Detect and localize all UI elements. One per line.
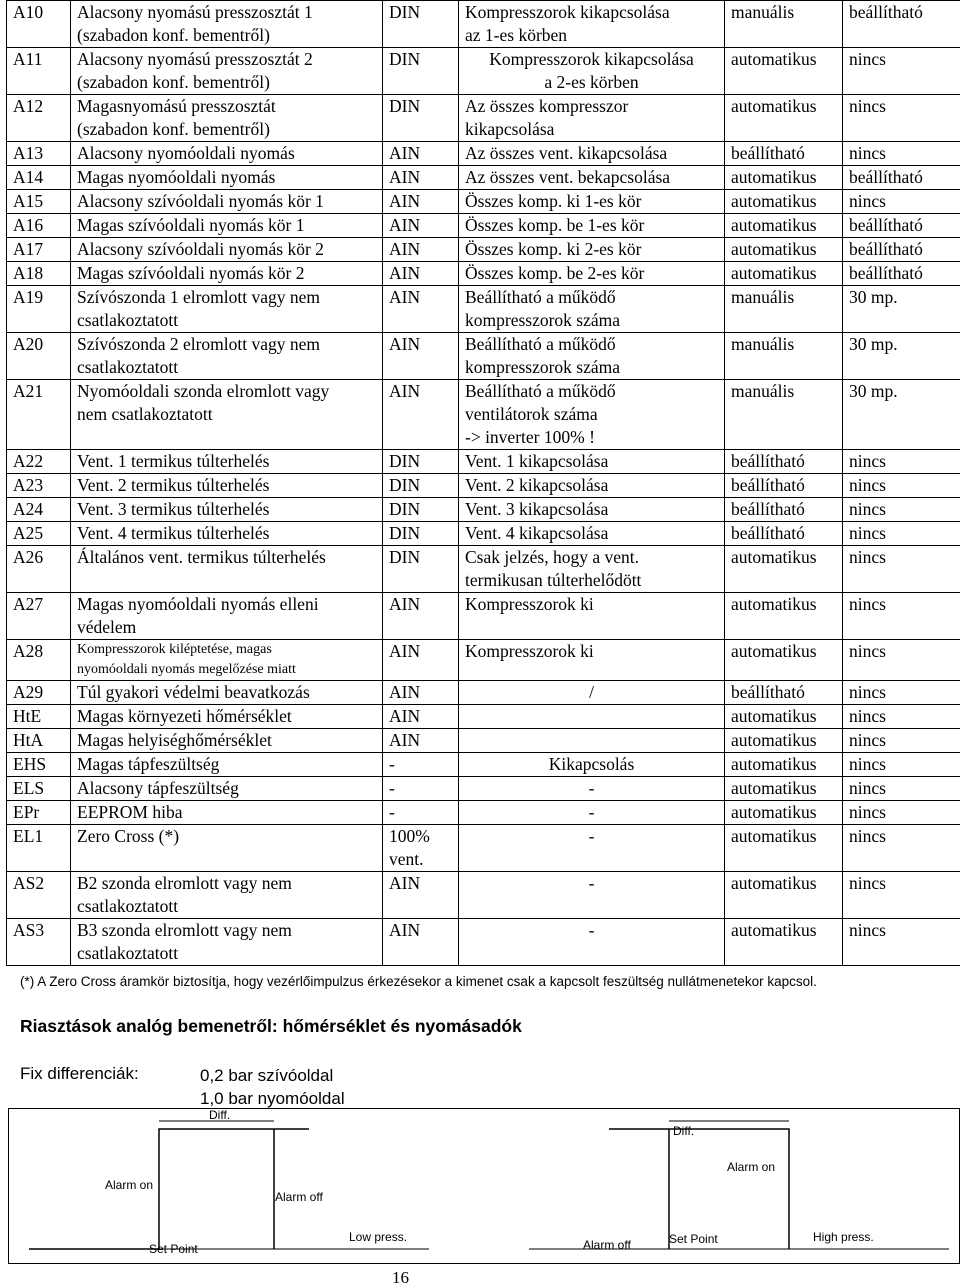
delay-cell: nincs <box>843 190 960 214</box>
description-line: védelem <box>77 617 137 637</box>
delay-cell: nincs <box>843 522 960 546</box>
input-type-cell: - <box>383 777 459 801</box>
description-line: Zero Cross (*) <box>77 826 180 846</box>
section-title: Riasztások analóg bemenetről: hőmérséklet és nyomásadók <box>20 1016 522 1036</box>
alarm-description-cell <box>71 95 383 142</box>
input-type-cell: AIN <box>383 238 459 262</box>
table-row <box>7 450 960 474</box>
description-line: Szívószonda 2 elromlott vagy nem <box>77 334 321 354</box>
description-line: Magas nyomóoldali nyomás <box>77 167 276 187</box>
description-line: Alacsony nyomású presszosztát 2 <box>77 49 313 69</box>
table-row <box>7 238 960 262</box>
delay-cell: nincs <box>843 872 960 919</box>
delay-cell: nincs <box>843 142 960 166</box>
input-type-cell: AIN <box>383 681 459 705</box>
high-diff-label: Diff. <box>673 1124 695 1138</box>
description-line: EEPROM hiba <box>77 802 183 822</box>
description-line: (szabadon konf. bementről) <box>77 72 270 92</box>
action-cell <box>459 450 725 474</box>
alarm-description-cell <box>71 48 383 95</box>
alarm-code-cell: A16 <box>7 214 71 238</box>
description-line: csatlakoztatott <box>77 896 179 916</box>
reset-cell: automatikus <box>725 872 843 919</box>
description-line: csatlakoztatott <box>77 357 179 377</box>
description-line: Alacsony szívóoldali nyomás kör 1 <box>77 191 324 211</box>
high-set-point-label: Set Point <box>669 1232 718 1246</box>
table-row <box>7 333 960 380</box>
action-line: Összes komp. ki 2-es kör <box>465 239 642 259</box>
action-line: kikapcsolása <box>465 119 555 139</box>
alarm-code-cell: EPr <box>7 801 71 825</box>
action-cell <box>459 190 725 214</box>
delay-cell: nincs <box>843 95 960 142</box>
high-alarm-on-label: Alarm on <box>727 1160 776 1174</box>
delay-cell: beállítható <box>843 214 960 238</box>
action-line: Vent. 3 kikapcsolása <box>465 499 609 519</box>
reset-cell: automatikus <box>725 753 843 777</box>
table-row <box>7 380 960 450</box>
input-type-cell: AIN <box>383 142 459 166</box>
table-row <box>7 729 960 753</box>
action-line: Összes komp. be 2-es kör <box>465 263 645 283</box>
table-row <box>7 286 960 333</box>
reset-cell: beállítható <box>725 681 843 705</box>
alarm-code-cell: A18 <box>7 262 71 286</box>
delay-cell: nincs <box>843 753 960 777</box>
delay-cell: 30 mp. <box>843 286 960 333</box>
action-cell <box>459 286 725 333</box>
alarm-code-cell: A12 <box>7 95 71 142</box>
table-row <box>7 474 960 498</box>
alarm-description-cell <box>71 498 383 522</box>
table-row <box>7 919 960 966</box>
action-cell <box>459 777 725 801</box>
table-row <box>7 753 960 777</box>
description-line: nem csatlakoztatott <box>77 404 213 424</box>
description-line: (szabadon konf. bementről) <box>77 25 270 45</box>
fix-diff-suction: 0,2 bar szívóoldal <box>200 1066 334 1085</box>
table-row <box>7 262 960 286</box>
alarm-description-cell <box>71 640 383 681</box>
alarm-code-cell: A20 <box>7 333 71 380</box>
delay-cell: nincs <box>843 777 960 801</box>
delay-cell: nincs <box>843 474 960 498</box>
table-row <box>7 142 960 166</box>
alarm-description-cell <box>71 705 383 729</box>
action-line: Összes komp. ki 1-es kör <box>465 191 642 211</box>
input-type-cell: DIN <box>383 474 459 498</box>
action-line: kompresszorok száma <box>465 357 621 377</box>
alarm-code-cell: A25 <box>7 522 71 546</box>
delay-cell: nincs <box>843 48 960 95</box>
reset-cell: automatikus <box>725 214 843 238</box>
alarm-description-cell <box>71 166 383 190</box>
action-line: - <box>588 873 595 893</box>
description-line: Szívószonda 1 elromlott vagy nem <box>77 287 321 307</box>
table-row <box>7 522 960 546</box>
action-line: Beállítható a működő <box>465 334 616 354</box>
low-alarm-on-label: Alarm on <box>105 1178 154 1192</box>
alarm-code-cell: A21 <box>7 380 71 450</box>
high-pressure-graph <box>529 1121 949 1252</box>
action-line: az 1-es körben <box>465 25 568 45</box>
low-alarm-off-label: Alarm off <box>275 1190 323 1204</box>
description-line: Kompresszorok kiléptetése, magas <box>77 642 272 657</box>
footnote: (*) A Zero Cross áramkör biztosítja, hogy vezérlőimpulzus érkezésekor a kimenet csak a kapcsolt feszültség nullátmenetekor kapcsol. <box>20 974 817 989</box>
action-line: - <box>588 920 595 940</box>
description-line: Alacsony nyomású presszosztát 1 <box>77 2 313 22</box>
alarm-description-cell <box>71 593 383 640</box>
action-cell <box>459 681 725 705</box>
page-number: 16 <box>392 1268 409 1287</box>
alarm-code-cell: AS3 <box>7 919 71 966</box>
reset-cell: beállítható <box>725 450 843 474</box>
input-type-cell: AIN <box>383 166 459 190</box>
reset-cell: automatikus <box>725 546 843 593</box>
alarm-code-cell: EHS <box>7 753 71 777</box>
action-cell <box>459 919 725 966</box>
delay-cell: nincs <box>843 801 960 825</box>
alarm-code-cell: A15 <box>7 190 71 214</box>
alarm-description-cell <box>71 753 383 777</box>
alarm-description-cell <box>71 286 383 333</box>
action-line: Kompresszorok kikapcsolása <box>489 49 694 69</box>
reset-cell: beállítható <box>725 142 843 166</box>
delay-cell: 30 mp. <box>843 333 960 380</box>
reset-cell: automatikus <box>725 801 843 825</box>
alarm-description-cell <box>71 801 383 825</box>
hysteresis-svg <box>9 1109 959 1263</box>
alarm-description-cell <box>71 238 383 262</box>
input-type-cell: DIN <box>383 1 459 48</box>
alarm-description-cell <box>71 546 383 593</box>
delay-cell: nincs <box>843 593 960 640</box>
action-line: Csak jelzés, hogy a vent. <box>465 547 639 567</box>
action-cell <box>459 546 725 593</box>
delay-cell: beállítható <box>843 1 960 48</box>
reset-cell: automatikus <box>725 48 843 95</box>
input-type-cell: DIN <box>383 48 459 95</box>
description-line: Túl gyakori védelmi beavatkozás <box>77 682 310 702</box>
input-type-cell: DIN <box>383 498 459 522</box>
alarm-description-cell <box>71 380 383 450</box>
reset-cell: manuális <box>725 380 843 450</box>
reset-cell: beállítható <box>725 522 843 546</box>
action-cell <box>459 593 725 640</box>
alarm-description-cell <box>71 872 383 919</box>
alarm-code-cell: A24 <box>7 498 71 522</box>
table-row <box>7 872 960 919</box>
delay-cell: nincs <box>843 919 960 966</box>
reset-cell: beállítható <box>725 474 843 498</box>
alarm-description-cell <box>71 522 383 546</box>
delay-cell: beállítható <box>843 262 960 286</box>
reset-cell: beállítható <box>725 498 843 522</box>
table-row <box>7 777 960 801</box>
input-type-cell: AIN <box>383 919 459 966</box>
alarm-code-cell: A10 <box>7 1 71 48</box>
alarm-description-cell <box>71 1 383 48</box>
action-line: Összes komp. be 1-es kör <box>465 215 645 235</box>
description-line: Általános vent. termikus túlterhelés <box>77 547 326 567</box>
input-type-cell: AIN <box>383 705 459 729</box>
low-pressure-graph <box>29 1109 429 1256</box>
action-line: Beállítható a működő <box>465 381 616 401</box>
action-line: a 2-es körben <box>544 72 639 92</box>
reset-cell: automatikus <box>725 238 843 262</box>
input-type-cell: DIN <box>383 546 459 593</box>
alarm-code-cell: A28 <box>7 640 71 681</box>
low-set-point-label: Set Point <box>149 1242 198 1256</box>
reset-cell: automatikus <box>725 705 843 729</box>
description-line: csatlakoztatott <box>77 943 179 963</box>
reset-cell: automatikus <box>725 95 843 142</box>
action-cell <box>459 333 725 380</box>
alarm-description-cell <box>71 729 383 753</box>
description-line: Magas szívóoldali nyomás kör 1 <box>77 215 305 235</box>
alarm-code-cell: A29 <box>7 681 71 705</box>
alarm-code-cell: A23 <box>7 474 71 498</box>
action-cell <box>459 380 725 450</box>
description-line: Nyomóoldali szonda elromlott vagy <box>77 381 330 401</box>
table-row <box>7 48 960 95</box>
description-line: (szabadon konf. bementről) <box>77 119 270 139</box>
action-cell <box>459 522 725 546</box>
input-type-cell: - <box>383 753 459 777</box>
reset-cell: automatikus <box>725 919 843 966</box>
alarm-code-cell: A26 <box>7 546 71 593</box>
description-line: csatlakoztatott <box>77 310 179 330</box>
delay-cell: nincs <box>843 450 960 474</box>
input-type-cell: AIN <box>383 333 459 380</box>
alarm-code-cell: A14 <box>7 166 71 190</box>
delay-cell: nincs <box>843 640 960 681</box>
alarm-table <box>6 0 960 966</box>
alarm-code-cell: A27 <box>7 593 71 640</box>
table-row <box>7 1 960 48</box>
input-type-cell: DIN <box>383 522 459 546</box>
action-line: Az összes kompresszor <box>465 96 629 116</box>
action-cell <box>459 48 725 95</box>
alarm-description-cell <box>71 474 383 498</box>
reset-cell: manuális <box>725 333 843 380</box>
fix-diff-discharge: 1,0 bar nyomóoldal <box>200 1089 345 1108</box>
delay-cell: nincs <box>843 705 960 729</box>
reset-cell: automatikus <box>725 262 843 286</box>
action-cell <box>459 238 725 262</box>
input-type-cell: AIN <box>383 640 459 681</box>
delay-cell: beállítható <box>843 166 960 190</box>
alarm-description-cell <box>71 919 383 966</box>
action-line: Vent. 1 kikapcsolása <box>465 451 609 471</box>
description-line: Magas nyomóoldali nyomás elleni <box>77 594 319 614</box>
table-row <box>7 214 960 238</box>
action-cell <box>459 825 725 872</box>
delay-cell: 30 mp. <box>843 380 960 450</box>
table-row <box>7 190 960 214</box>
input-type-cell: AIN <box>383 872 459 919</box>
alarm-code-cell: EL1 <box>7 825 71 872</box>
action-cell <box>459 640 725 681</box>
reset-cell: manuális <box>725 286 843 333</box>
table-row <box>7 546 960 593</box>
delay-cell: nincs <box>843 546 960 593</box>
table-row <box>7 95 960 142</box>
action-cell <box>459 166 725 190</box>
action-line: Vent. 4 kikapcsolása <box>465 523 609 543</box>
fix-diff-label: Fix differenciák: <box>20 1064 139 1083</box>
action-cell <box>459 729 725 753</box>
alarm-description-cell <box>71 825 383 872</box>
action-line: ventilátorok száma <box>465 404 598 424</box>
description-line: Alacsony tápfeszültség <box>77 778 239 798</box>
table-row <box>7 705 960 729</box>
alarm-description-cell <box>71 190 383 214</box>
action-cell <box>459 95 725 142</box>
alarm-description-cell <box>71 214 383 238</box>
action-line: / <box>589 682 594 702</box>
action-line: termikusan túlterhelődött <box>465 570 642 590</box>
reset-cell: manuális <box>725 1 843 48</box>
table-row <box>7 681 960 705</box>
description-line: Alacsony szívóoldali nyomás kör 2 <box>77 239 324 259</box>
low-step <box>29 1129 309 1249</box>
action-line: -> inverter 100% ! <box>465 427 595 447</box>
alarm-code-cell: AS2 <box>7 872 71 919</box>
description-line: Magas tápfeszültség <box>77 754 220 774</box>
action-line: - <box>588 778 595 798</box>
action-line: Vent. 2 kikapcsolása <box>465 475 609 495</box>
description-line: Magas szívóoldali nyomás kör 2 <box>77 263 305 283</box>
alarm-description-cell <box>71 333 383 380</box>
action-cell <box>459 214 725 238</box>
delay-cell: nincs <box>843 681 960 705</box>
description-line: Magasnyomású presszosztát <box>77 96 276 116</box>
table-row <box>7 801 960 825</box>
table-row <box>7 640 960 681</box>
reset-cell: automatikus <box>725 593 843 640</box>
action-line: Kompresszorok ki <box>465 641 594 661</box>
action-cell <box>459 801 725 825</box>
reset-cell: automatikus <box>725 777 843 801</box>
description-line: B2 szonda elromlott vagy nem <box>77 873 292 893</box>
description-line: Magas helyiséghőmérséklet <box>77 730 272 750</box>
delay-cell: nincs <box>843 825 960 872</box>
action-cell <box>459 142 725 166</box>
action-line: Kompresszorok kikapcsolása <box>465 2 670 22</box>
alarm-code-cell: A19 <box>7 286 71 333</box>
alarm-code-cell: HtA <box>7 729 71 753</box>
action-line: Az összes vent. kikapcsolása <box>465 143 668 163</box>
description-line: nyomóoldali nyomás megelőzése miatt <box>77 662 296 677</box>
action-line: Kompresszorok ki <box>465 594 594 614</box>
input-type-cell: DIN <box>383 95 459 142</box>
high-alarm-off-label: Alarm off <box>583 1238 631 1252</box>
input-type-cell: DIN <box>383 450 459 474</box>
action-cell <box>459 872 725 919</box>
description-line: Vent. 1 termikus túlterhelés <box>77 451 270 471</box>
alarm-code-cell: A13 <box>7 142 71 166</box>
input-type-cell: AIN <box>383 262 459 286</box>
description-line: Magas környezeti hőmérséklet <box>77 706 292 726</box>
low-axis-label: Low press. <box>349 1230 408 1244</box>
description-line: Vent. 2 termikus túlterhelés <box>77 475 270 495</box>
action-line: - <box>588 802 595 822</box>
table-row <box>7 825 960 872</box>
description-line: Vent. 3 termikus túlterhelés <box>77 499 270 519</box>
description-line: Vent. 4 termikus túlterhelés <box>77 523 270 543</box>
table-row <box>7 166 960 190</box>
low-diff-label: Diff. <box>209 1109 231 1122</box>
description-line: Alacsony nyomóoldali nyomás <box>77 143 295 163</box>
high-step <box>609 1129 789 1249</box>
action-cell <box>459 753 725 777</box>
input-type-cell: AIN <box>383 286 459 333</box>
input-type-cell: AIN <box>383 214 459 238</box>
fix-diff-values <box>200 1064 345 1110</box>
reset-cell: automatikus <box>725 166 843 190</box>
reset-cell: automatikus <box>725 729 843 753</box>
action-line: kompresszorok száma <box>465 310 621 330</box>
action-cell <box>459 705 725 729</box>
reset-cell: automatikus <box>725 640 843 681</box>
alarm-code-cell: A22 <box>7 450 71 474</box>
alarm-description-cell <box>71 777 383 801</box>
action-line: Az összes vent. bekapcsolása <box>465 167 671 187</box>
input-type-cell: 100% vent. <box>383 825 459 872</box>
action-line: Kikapcsolás <box>548 754 635 774</box>
action-cell <box>459 1 725 48</box>
alarm-description-cell <box>71 681 383 705</box>
action-line: - <box>588 826 595 846</box>
alarm-code-cell: HtE <box>7 705 71 729</box>
delay-cell: beállítható <box>843 238 960 262</box>
alarm-code-cell: A17 <box>7 238 71 262</box>
reset-cell: automatikus <box>725 825 843 872</box>
table-row <box>7 593 960 640</box>
alarm-description-cell <box>71 262 383 286</box>
alarm-code-cell: A11 <box>7 48 71 95</box>
action-line: Beállítható a működő <box>465 287 616 307</box>
action-cell <box>459 474 725 498</box>
input-type-cell: - <box>383 801 459 825</box>
delay-cell: nincs <box>843 498 960 522</box>
input-type-cell: AIN <box>383 729 459 753</box>
input-type-cell: AIN <box>383 593 459 640</box>
alarm-code-cell: ELS <box>7 777 71 801</box>
action-cell <box>459 498 725 522</box>
hysteresis-diagram <box>8 1108 960 1264</box>
table-row <box>7 498 960 522</box>
alarm-description-cell <box>71 450 383 474</box>
delay-cell: nincs <box>843 729 960 753</box>
high-axis-label: High press. <box>813 1230 874 1244</box>
alarm-description-cell <box>71 142 383 166</box>
input-type-cell: AIN <box>383 190 459 214</box>
description-line: B3 szonda elromlott vagy nem <box>77 920 292 940</box>
action-cell <box>459 262 725 286</box>
reset-cell: automatikus <box>725 190 843 214</box>
input-type-cell: AIN <box>383 380 459 450</box>
